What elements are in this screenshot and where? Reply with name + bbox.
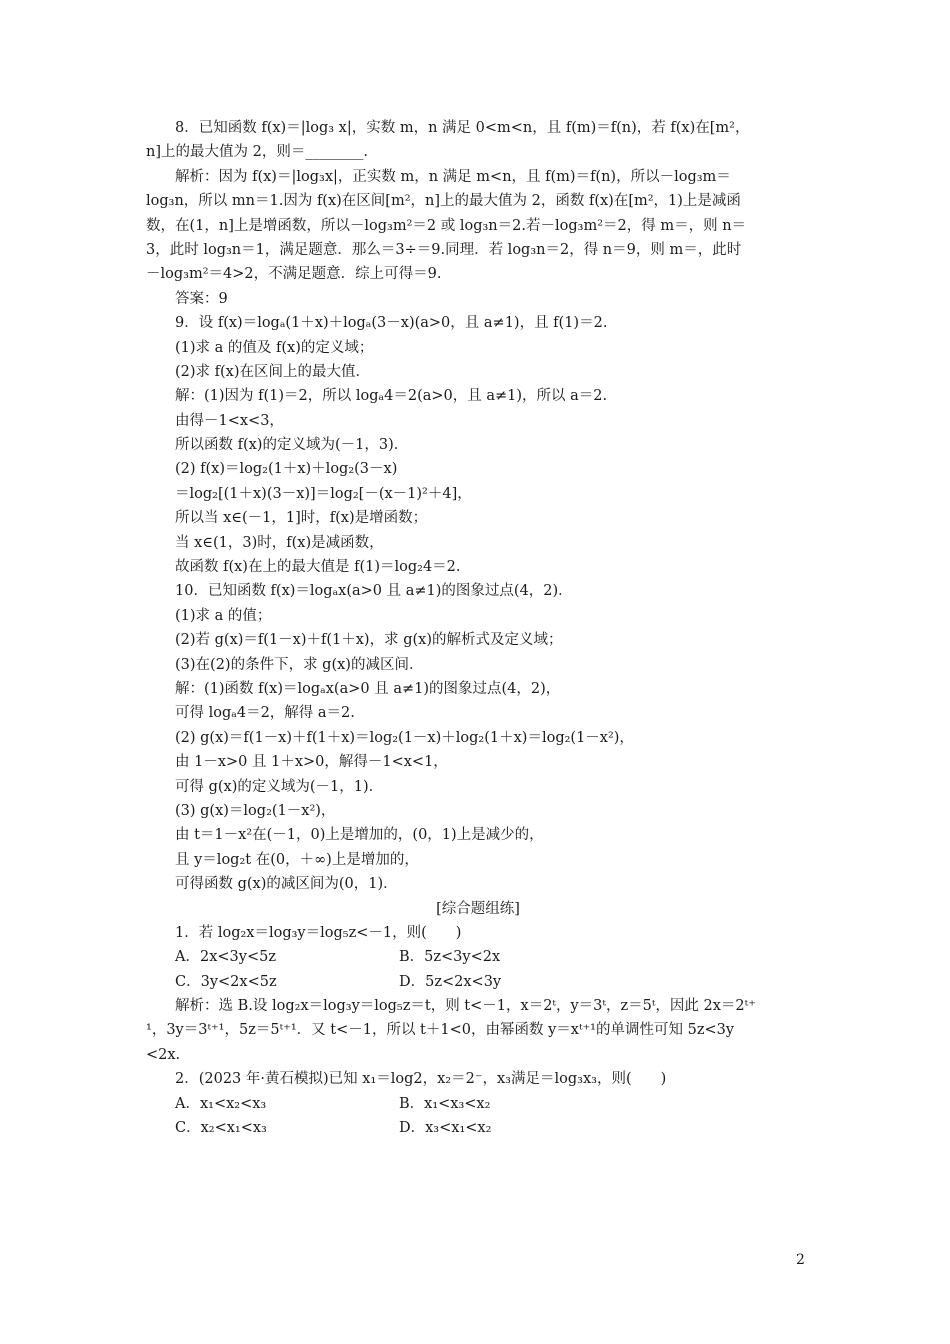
text-line: 由得－1<x<3， xyxy=(175,412,284,429)
page-number: 2 xyxy=(796,1252,805,1268)
text-line: 故函数 f(x)在上的最大值是 f(1)＝log₂4＝2. xyxy=(175,559,461,576)
text-line: 解析：因为 f(x)＝|log₃x|，正实数 m，n 满足 m<n，且 f(m)＝f(n)，所以－log₃m＝ xyxy=(175,168,731,185)
q2-option-c: C．x₂<x₁<x₃ xyxy=(175,1120,267,1137)
q1-option-c: C．3y<2x<5z xyxy=(175,973,277,990)
text-line: 所以当 x∈(－1，1]时，f(x)是增函数； xyxy=(175,510,428,527)
q2-option-b: B．x₁<x₃<x₂ xyxy=(399,1095,491,1112)
text-line: (2)求 f(x)在区间上的最大值． xyxy=(175,363,371,380)
text-line: log₃n，所以 mn＝1.因为 f(x)在区间[m²，n]上的最大值为 2，函数 f(x)在[m²，1)上是减函 xyxy=(146,193,741,210)
text-line: 当 x∈(1，3)时，f(x)是减函数， xyxy=(175,534,384,551)
question-1-options-row-1 xyxy=(146,945,810,969)
q1-option-b: B．5z<3y<2x xyxy=(399,949,501,966)
text-line: (2) f(x)＝log₂(1＋x)＋log₂(3－x) xyxy=(175,461,398,478)
text-line: (2)若 g(x)＝f(1－x)＋f(1＋x)，求 g(x)的解析式及定义域； xyxy=(175,632,563,649)
text-line: 可得函数 g(x)的减区间为(0，1)． xyxy=(175,876,398,893)
q1-solution-line: ¹，3y＝3ᵗ⁺¹，5z＝5ᵗ⁺¹．又 t<－1，所以 t＋1<0，由幂函数 y＝xᵗ⁺¹的单调性可知 5z<3y xyxy=(146,1022,735,1039)
text-line: 解：(1)因为 f(1)＝2，所以 logₐ4＝2(a>0，且 a≠1)，所以 a＝2. xyxy=(175,388,608,405)
text-line: 解：(1)函数 f(x)＝logₐx(a>0 且 a≠1)的图象过点(4，2)， xyxy=(175,680,561,697)
q2-option-a: A．x₁<x₂<x₃ xyxy=(175,1095,267,1112)
body-lines xyxy=(146,116,810,897)
section-heading: [综合题组练] xyxy=(436,900,520,917)
text-line: 3，此时 log₃n＝1，满足题意．那么＝3÷＝9.同理．若 log₃n＝2，得 n＝9，则 m＝，此时 xyxy=(146,241,742,258)
question-2-stem: 2．(2023 年·黄石模拟)已知 x₁＝log2，x₂＝2⁻，x₃满足＝log₃x₃，则( ) xyxy=(175,1071,667,1088)
text-line: ＝log₂[(1＋x)(3－x)]＝log₂[－(x－1)²＋4]， xyxy=(175,485,472,502)
text-line: (3) g(x)＝log₂(1－x²)， xyxy=(175,802,336,819)
text-line: －log₃m²＝4>2，不满足题意．综上可得＝9. xyxy=(146,266,442,283)
text-line: 答案：9 xyxy=(175,290,228,307)
question-2-options-row-2 xyxy=(146,1116,810,1140)
q1-option-a: A．2x<3y<5z xyxy=(175,949,276,966)
text-line: 9．设 f(x)＝logₐ(1＋x)＋logₐ(3－x)(a>0，且 a≠1)，且 f(1)＝2. xyxy=(175,315,608,332)
text-line: 由 t＝1－x²在(－1，0)上是增加的，(0，1)上是减少的， xyxy=(175,827,544,844)
text-line: (2) g(x)＝f(1－x)＋f(1＋x)＝log₂(1－x)＋log₂(1＋x)＝log₂(1－x²)， xyxy=(175,729,634,746)
question-1-stem: 1．若 log₂x＝log₃y＝log₅z<－1，则( ) xyxy=(175,924,462,941)
q1-solution-line: 解析：选 B.设 log₂x＝log₃y＝log₅z＝t，则 t<－1，x＝2ᵗ，y＝3ᵗ，z＝5ᵗ，因此 2x＝2ᵗ⁺ xyxy=(175,998,756,1015)
text-line: 且 y＝log₂t 在(0，＋∞)上是增加的， xyxy=(175,851,419,868)
text-line: 数，在(1，n]上是增函数，所以－log₃m²＝2 或 log₃n＝2.若－log₃m²＝2，得 m＝，则 n＝ xyxy=(146,217,747,234)
question-2-options-row-1 xyxy=(146,1092,810,1116)
text-line: 10．已知函数 f(x)＝logₐx(a>0 且 a≠1)的图象过点(4，2)． xyxy=(175,583,573,600)
text-line: (1)求 a 的值及 f(x)的定义域； xyxy=(175,339,374,356)
text-line: 由 1－x>0 且 1＋x>0，解得－1<x<1， xyxy=(175,754,448,771)
text-line: (1)求 a 的值； xyxy=(175,607,272,624)
q1-option-d: D．5z<2x<3y xyxy=(399,973,502,990)
text-line: n]上的最大值为 2，则＝________. xyxy=(146,144,368,161)
text-line: 8．已知函数 f(x)＝|log₃ x|，实数 m，n 满足 0<m<n，且 f(m)＝f(n)，若 f(x)在[m²， xyxy=(175,120,750,136)
text-line: 可得 g(x)的定义域为(－1，1)． xyxy=(175,778,384,795)
question-1-options-row-2 xyxy=(146,970,810,994)
text-line: (3)在(2)的条件下，求 g(x)的减区间． xyxy=(175,656,424,673)
page-content xyxy=(146,116,810,1140)
q1-solution-line: <2x. xyxy=(146,1046,181,1063)
q2-option-d: D．x₃<x₁<x₂ xyxy=(399,1120,492,1137)
text-line: 可得 logₐ4＝2，解得 a＝2. xyxy=(175,705,355,722)
text-line: 所以函数 f(x)的定义域为(－1，3)． xyxy=(175,437,409,454)
